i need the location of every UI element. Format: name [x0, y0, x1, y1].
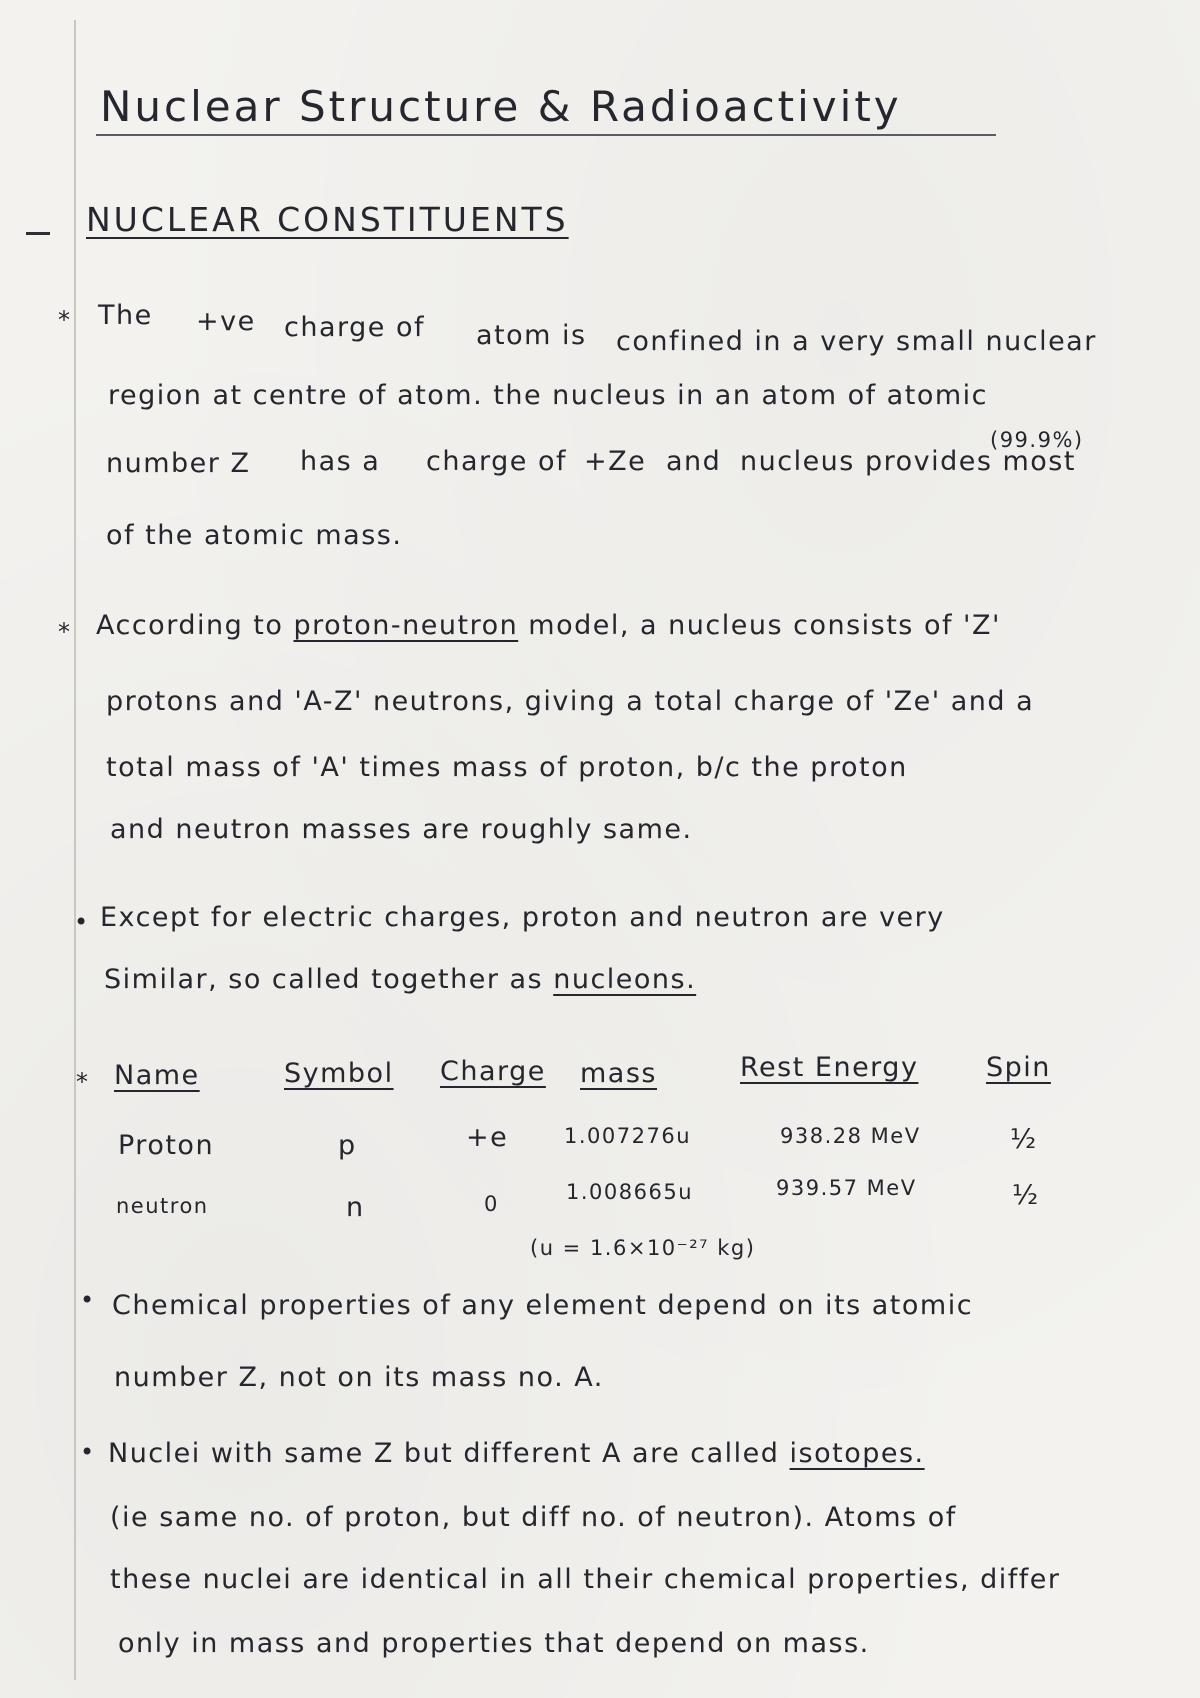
section-heading: NUCLEAR CONSTITUENTS [86, 200, 569, 239]
table-cell: ½ [1010, 1124, 1038, 1155]
bullet-star: * [58, 618, 70, 646]
bullet-star: * [76, 1068, 88, 1096]
table-cell: n [346, 1192, 365, 1223]
p4-line: Chemical properties of any element depend on its atomic [112, 1290, 974, 1321]
bullet-dot: • [80, 1286, 95, 1314]
table-cell: 1.007276u [564, 1124, 692, 1148]
p1-line: of the atomic mass. [106, 520, 403, 551]
table-cell: 939.57 MeV [776, 1176, 917, 1200]
table-cell: 938.28 MeV [780, 1124, 921, 1148]
p1-word: atom is [476, 320, 587, 351]
p2-line: According to proton-neutron model, a nucleus consists of 'Z' [96, 610, 1001, 641]
p1-word: has a [300, 446, 381, 477]
isotopes-term: isotopes. [789, 1438, 925, 1469]
bullet-star: * [58, 306, 70, 334]
p1-word: charge of [284, 312, 425, 343]
table-cell: Proton [118, 1130, 215, 1161]
mass-unit-note: (u = 1.6×10⁻²⁷ kg) [530, 1236, 756, 1260]
p2-line: protons and 'A-Z' neutrons, giving a total charge of 'Ze' and a [106, 686, 1035, 717]
table-header: mass [580, 1058, 657, 1089]
p1-word: charge of [426, 446, 567, 477]
p1-word: +Ze [584, 446, 647, 477]
title-underline [96, 134, 996, 136]
table-header: Spin [986, 1052, 1051, 1083]
p1-word: confined in a very small nuclear [616, 326, 1097, 357]
p5-line: these nuclei are identical in all their chemical properties, differ [110, 1564, 1061, 1595]
bullet-dot: • [74, 908, 89, 936]
bullet-dot: • [80, 1438, 95, 1466]
p1-word: nucleus provides most [740, 446, 1076, 477]
margin-line [74, 20, 76, 1680]
p5-line: (ie same no. of proton, but diff no. of neutron). Atoms of [110, 1502, 957, 1533]
table-header: Symbol [284, 1058, 394, 1089]
p2-line: total mass of 'A' times mass of proton, b/c the proton [106, 752, 908, 783]
proton-neutron-term: proton-neutron [293, 610, 519, 641]
table-cell: 1.008665u [566, 1180, 694, 1204]
p3-line: Similar, so called together as nucleons. [104, 964, 697, 995]
table-cell: ½ [1012, 1180, 1040, 1211]
heading-dash [26, 232, 50, 235]
table-cell: +e [466, 1122, 509, 1153]
table-cell: p [338, 1130, 357, 1161]
table-header: Name [114, 1060, 200, 1091]
p3-line: Except for electric charges, proton and neutron are very [100, 902, 945, 933]
p5-line: Nuclei with same Z but different A are called isotopes. [108, 1438, 925, 1469]
p4-line: number Z, not on its mass no. A. [114, 1362, 604, 1393]
table-header: Rest Energy [740, 1052, 919, 1083]
p1-word: and [666, 446, 722, 477]
table-cell: neutron [116, 1194, 209, 1218]
p5-line: only in mass and properties that depend on mass. [118, 1628, 870, 1659]
p1-word: +ve [196, 306, 256, 337]
page-title: Nuclear Structure & Radioactivity [100, 82, 902, 131]
table-cell: 0 [484, 1192, 499, 1216]
p1-percent-note: (99.9%) [990, 428, 1084, 452]
p1-line: region at centre of atom. the nucleus in an atom of atomic [108, 380, 988, 411]
p2-line: and neutron masses are roughly same. [110, 814, 693, 845]
p1-word: The [98, 300, 153, 331]
table-header: Charge [440, 1056, 546, 1087]
nucleons-term: nucleons. [553, 964, 697, 995]
p1-word: number Z [106, 448, 251, 479]
